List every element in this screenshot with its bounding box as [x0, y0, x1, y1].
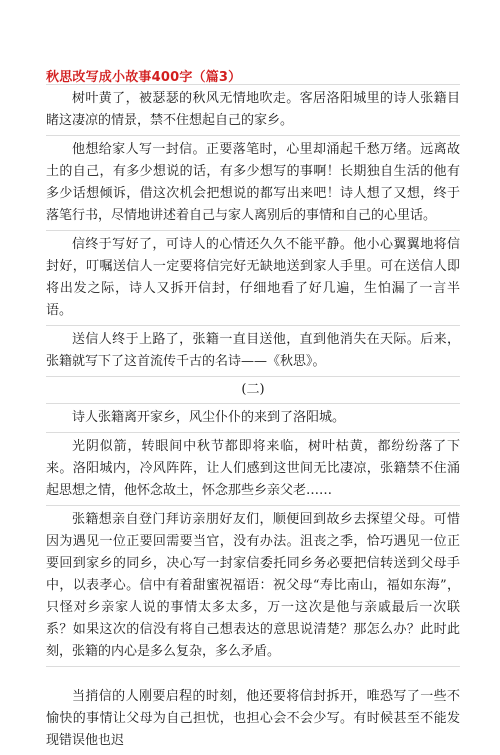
- paragraph: 当捎信的人刚要启程的时刻，他还要将信封拆开，唯恐写了一些不愉快的事情让父母为自己担忧，也担心会不会少写。有时候甚至不能发现错误他也迟: [46, 689, 460, 748]
- paragraph: 他想给家人写一封信。正要落笔时，心里却涌起千愁万绪。远离故土的自己，有多少想说的话，有多少想写的事啊！长期独自生活的他有多少话想倾诉，借这次机会把想说的都写出来吧！诗人想了又想，终于落笔行书，尽情地讲述着自己与家人离别后的事情和自己的心里话。: [46, 136, 460, 231]
- page-title: 秋思改写成小故事400字（篇3）: [46, 70, 242, 85]
- paragraph: 信终于写好了，可诗人的心情还久久不能平静。他小心翼翼地将信封好，叮嘱送信人一定要将信完好无缺地送到家人手里。可在送信人即将出发之际，诗人又拆开信封，仔细地看了好几遍，生怕漏了一言半语。: [46, 231, 460, 326]
- section-heading: (二): [46, 377, 460, 404]
- spacer: [46, 667, 460, 683]
- paragraph: 张籍想亲自登门拜访亲朋好友们，顺便回到故乡去探望父母。可惜因为遇见一位正要回需要当官，没有办法。沮丧之季，恰巧遇见一位正要回到家乡的同乡，决心写一封家信委托同乡务必要把信转送到父母手中，以表孝心。信中有着甜蜜祝福语：祝父母“寿比南山，福如东海”，只怪对乡亲家人说的事情太多太多，万一这次是他与亲戚最后一次联系？如果这次的信没有将自己想表达的意思说清楚？那怎么办？此时此刻，张籍的内心是多么复杂，多么矛盾。: [46, 506, 460, 667]
- document-body: [46, 84, 460, 755]
- paragraph: 送信人终于上路了，张籍一直目送他，直到他消失在天际。后来，张籍就写下了这首流传千古的名诗——《秋思》。: [46, 326, 460, 377]
- paragraph: 诗人张籍离开家乡，风尘仆仆的来到了洛阳城。: [46, 404, 460, 433]
- paragraph: 光阴似箭，转眼间中秋节都即将来临，树叶枯黄，都纷纷落了下来。洛阳城内，冷风阵阵，让人们感到这世间无比凄凉，张籍禁不住涌起思想之情，他怀念故土，怀念那些乡亲父老……: [46, 433, 460, 506]
- paragraph: 树叶黄了，被瑟瑟的秋风无情地吹走。客居洛阳城里的诗人张籍目睹这凄凉的情景，禁不住想起自己的家乡。: [46, 84, 460, 136]
